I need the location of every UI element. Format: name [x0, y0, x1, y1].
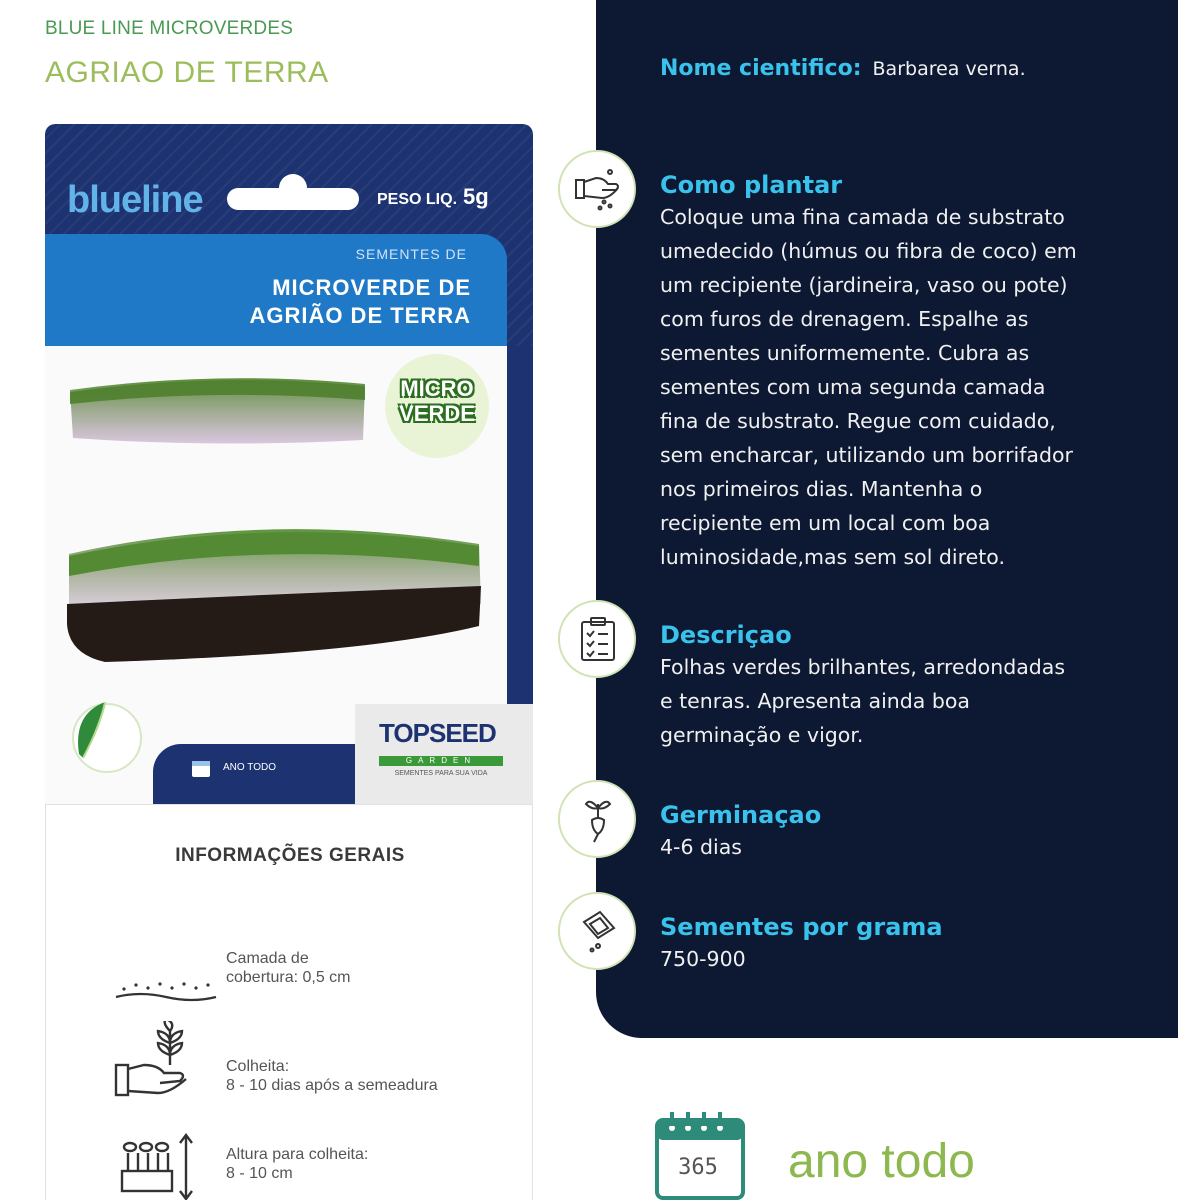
sprout-seed-icon [574, 796, 622, 844]
germination-label: Germinaçao [660, 801, 822, 829]
calendar-small-icon [191, 758, 211, 778]
season-label: ano todo [788, 1135, 975, 1188]
general-info-title: INFORMAÇÕES GERAIS [175, 845, 405, 866]
seeds-value: 750-900 [660, 947, 746, 971]
planting-line: recipiente em um local com boa [660, 511, 991, 535]
germination-icon-circle [558, 780, 636, 858]
description-section [660, 620, 1130, 752]
packet-season-text: ANO TODO [223, 762, 276, 773]
scientific-name [660, 56, 1026, 81]
packet-name-band [45, 234, 507, 346]
germination-section [660, 800, 1130, 864]
micro-verde-badge-text [385, 376, 489, 426]
description-line: germinação e vigor. [660, 723, 864, 747]
brand-line: BLUE LINE MICROVERDES [45, 18, 294, 39]
planting-line: sementes uniformemente. Cubra as [660, 341, 1030, 365]
planting-line: com furos de drenagem. Espalhe as [660, 307, 1029, 331]
packet-logo: blueline [67, 179, 203, 221]
topseed-slogan: SEMENTES PARA SUA VIDA [394, 770, 488, 777]
packet-name-line1: MICROVERDE DE [272, 275, 471, 300]
seeds-section [660, 912, 1130, 976]
scientific-name-label: Nome cientifico: [660, 56, 862, 81]
info-harvest-line2: 8 - 10 dias após a semeadura [226, 1077, 438, 1094]
packet-subtitle: SEMENTES DE [355, 246, 467, 262]
harvest-hand-icon [114, 1021, 218, 1101]
packet-hanger-slot [227, 188, 359, 210]
micro-verde-badge [385, 354, 489, 458]
packet-header [45, 124, 533, 354]
info-soil-line1: Camada de [226, 950, 309, 967]
germination-value: 4-6 dias [660, 835, 742, 859]
badge-line2: VERDE [399, 401, 475, 426]
planting-line: sem encharcar, utilizando um borrifador [660, 443, 1073, 467]
badge-line1: MICRO [400, 376, 474, 401]
packet-side-stripe [507, 346, 533, 706]
product-title: AGRIAO DE TERRA [45, 56, 329, 89]
packet-weight-value: 5g [463, 184, 489, 209]
calendar-number: 365 [678, 1155, 718, 1180]
sprouts-tray-photo [65, 514, 485, 664]
planting-hand-icon [574, 166, 622, 214]
height-tray-icon [114, 1127, 218, 1200]
planting-line: luminosidade,mas sem sol direto. [660, 545, 1005, 569]
planting-line: nos primeiros dias. Mantenha o [660, 477, 983, 501]
description-line: e tenras. Apresenta ainda boa [660, 689, 970, 713]
scientific-name-value: Barbarea verna. [872, 58, 1026, 80]
clipboard-list-icon [574, 616, 622, 664]
sprouts-small-photo [65, 370, 370, 450]
topseed-word: TOPSEED [379, 718, 496, 748]
planting-label: Como plantar [660, 171, 843, 199]
leaf-seal-icon [65, 694, 147, 776]
info-height-line2: 8 - 10 cm [226, 1165, 293, 1182]
topseed-garden: GARDEN [379, 756, 503, 766]
seeds-icon-circle [558, 892, 636, 970]
description-line: Folhas verdes brilhantes, arredondadas [660, 655, 1066, 679]
description-label: Descriçao [660, 621, 792, 649]
planting-line: Coloque uma fina camada de substrato [660, 205, 1065, 229]
planting-line: sementes com uma segunda camada [660, 375, 1046, 399]
topseed-logo [355, 704, 533, 804]
info-height-line1: Altura para colheita: [226, 1146, 369, 1163]
packet-weight-label: PESO LIQ. [377, 191, 458, 208]
packet-weight [377, 184, 489, 210]
packet-product-name [249, 274, 471, 330]
calendar-365-icon [654, 1110, 746, 1200]
planting-body [660, 200, 1130, 574]
seed-packet-icon [574, 908, 622, 956]
general-info-box [45, 804, 533, 1200]
planting-section [660, 170, 1130, 574]
description-body [660, 650, 1130, 752]
planting-line: um recipiente (jardineira, vaso ou pote) [660, 273, 1068, 297]
planting-line: umedecido (húmus ou fibra de coco) em [660, 239, 1077, 263]
planting-icon-circle [558, 150, 636, 228]
packet-season-band [153, 744, 363, 804]
info-soil-line2: cobertura: 0,5 cm [226, 969, 351, 986]
packet-name-line2: AGRIÃO DE TERRA [249, 303, 471, 328]
description-icon-circle [558, 600, 636, 678]
info-harvest-line1: Colheita: [226, 1058, 290, 1075]
seed-packet-image [45, 124, 533, 804]
seeds-label: Sementes por grama [660, 913, 943, 941]
planting-line: fina de substrato. Regue com cuidado, [660, 409, 1056, 433]
